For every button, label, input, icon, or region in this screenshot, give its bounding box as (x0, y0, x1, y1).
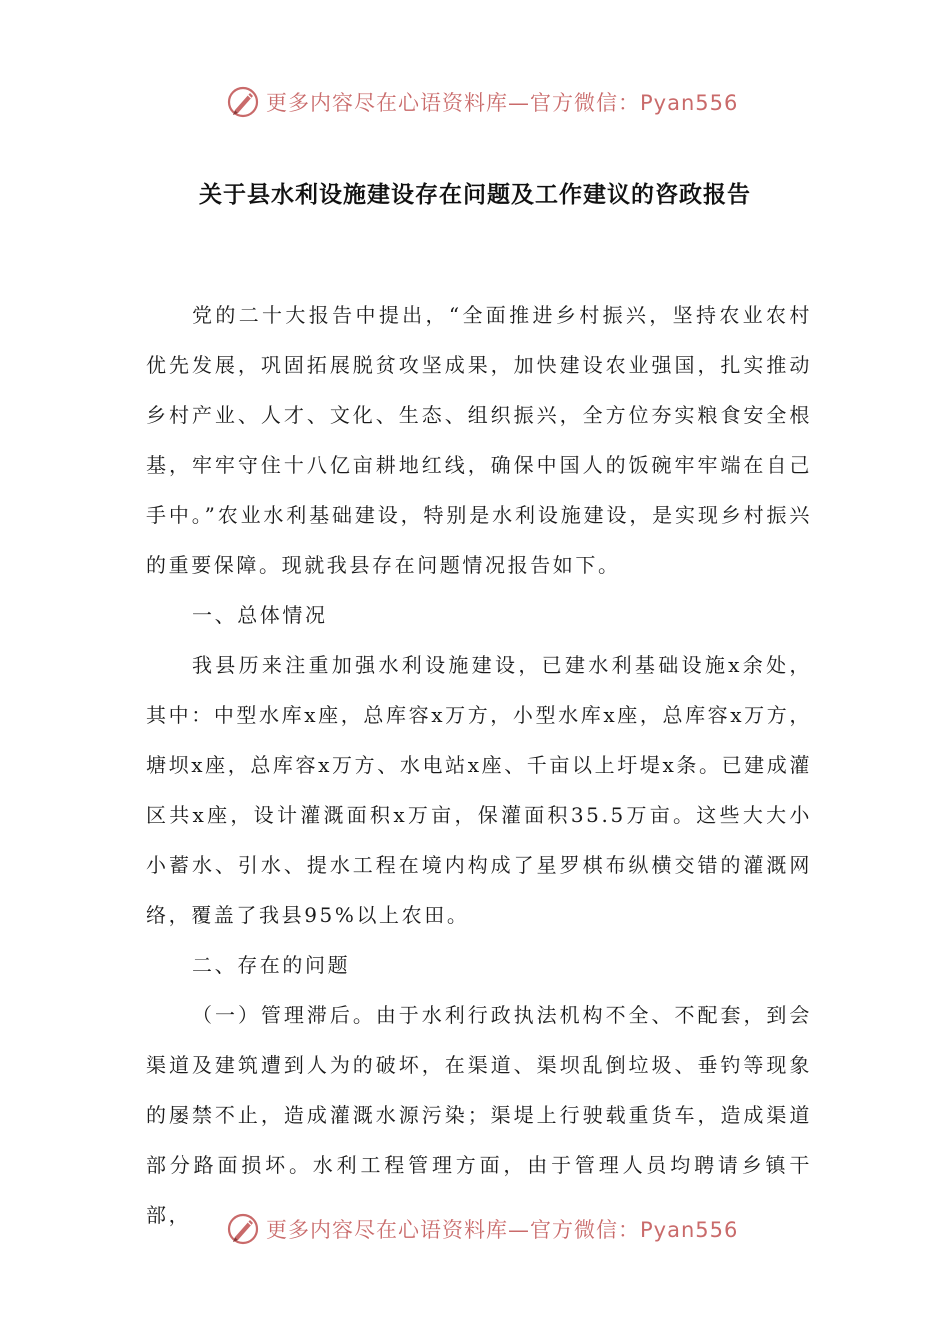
document-body (146, 290, 812, 1240)
watermark-footer (226, 1209, 786, 1249)
watermark-text: 更多内容尽在心语资料库—官方微信：Pyan556 (266, 91, 739, 115)
watermark-text: 更多内容尽在心语资料库—官方微信：Pyan556 (266, 1218, 739, 1242)
pen-logo-icon (226, 85, 260, 119)
paragraph-overview: 我县历来注重加强水利设施建设，已建水利基础设施x余处，其中：中型水库x座，总库容x万方，小型水库x座，总库容x万方，塘坝x座，总库容x万方、水电站x座、千亩以上圩堤x条。已建成灌区共x座，设计灌溉面积x万亩，保灌面积35.5万亩。这些大大小小蓄水、引水、提水工程在境内构成了星罗棋布纵横交错的灌溉网络，覆盖了我县95%以上农田。 (146, 653, 812, 927)
section-heading-problems: 二、存在的问题 (192, 953, 351, 977)
watermark-header (226, 82, 786, 122)
paragraph-problem-1: （一）管理滞后。由于水利行政执法机构不全、不配套，到会渠道及建筑遭到人为的破坏，在渠道、渠坝乱倒垃圾、垂钓等现象的屡禁不止，造成灌溉水源污染；渠堤上行驶载重货车，造成渠道部分路面损坏。水利工程管理方面，由于管理人员均聘请乡镇干部， (146, 1003, 812, 1227)
paragraph-intro: 党的二十大报告中提出，“全面推进乡村振兴，坚持农业农村优先发展，巩固拓展脱贫攻坚成果，加快建设农业强国，扎实推动乡村产业、人才、文化、生态、组织振兴，全方位夯实粮食安全根基，牢牢守住十八亿亩耕地红线，确保中国人的饭碗牢牢端在自己手中。”农业水利基础建设，特别是水利设施建设，是实现乡村振兴的重要保障。现就我县存在问题情况报告如下。 (146, 303, 812, 577)
section-heading-overview: 一、总体情况 (192, 603, 328, 627)
pen-logo-icon (226, 1212, 260, 1246)
document-title: 关于县水利设施建设存在问题及工作建议的咨政报告 (199, 182, 751, 208)
